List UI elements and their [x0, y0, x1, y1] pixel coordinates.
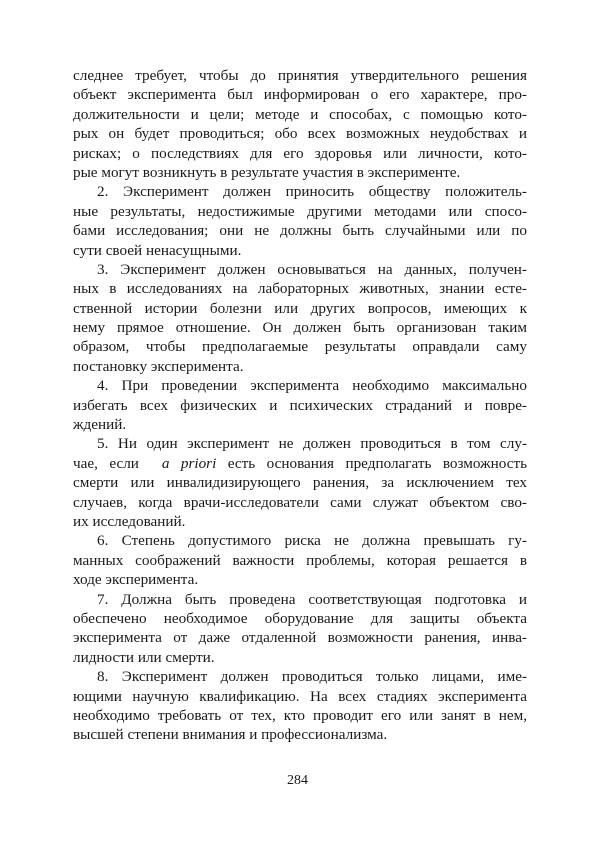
text-line: ходе эксперимента.: [73, 571, 199, 589]
page-body: [73, 66, 527, 745]
text-line: эксперимента от даже отдаленной возможности ранения, инва-: [73, 629, 527, 647]
text-line: бами исследования; они не должны быть случайными или по: [73, 222, 527, 240]
text-segment: чае, если: [73, 454, 139, 472]
text-line: следнее требует, чтобы до принятия утвердительного решения: [73, 67, 527, 84]
text-line: 4. При проведении эксперимента необходимо максимально: [97, 377, 527, 395]
text-line: ных в исследованиях на лабораторных животных, знании есте-: [73, 280, 527, 298]
text-line: ные результаты, недостижимые другими методами или спосо-: [73, 202, 527, 220]
text-line: 3. Эксперимент должен основываться на данных, получен-: [97, 260, 527, 278]
paragraph-2: [73, 182, 527, 260]
text-line: сути своей ненасущными.: [73, 241, 242, 259]
text-line: избегать всех физических и психических страданий и повре-: [73, 396, 527, 414]
text-line: 8. Эксперимент должен проводиться только лицами, име-: [97, 668, 527, 686]
text-line: рых он будет проводиться; обо всех возможных неудобствах и: [73, 125, 527, 143]
text-line: должительности и цели; методе и способах, с помощью кото-: [73, 105, 527, 123]
text-line: необходимо требовать от тех, кто проводит его или занят в нем,: [73, 706, 527, 724]
text-line: 7. Должна быть проведена соответствующая подготовка и: [97, 590, 527, 608]
paragraph-6: [73, 531, 527, 589]
text-line: объект эксперимента был информирован о его характере, про-: [73, 86, 527, 104]
text-line: 6. Степень допустимого риска не должна превышать гу-: [97, 532, 527, 550]
text-line: ющими научную квалификацию. На всех стадиях эксперимента: [73, 687, 527, 705]
text-line-with-italic: [73, 454, 527, 473]
text-line: 2. Эксперимент должен приносить обществу положитель-: [97, 183, 527, 201]
text-line: манных соображений важности проблемы, которая решается в: [73, 551, 527, 569]
paragraph-4: [73, 376, 527, 434]
text-line: смерти или инвалидизирующего ранения, за исключением тех: [73, 474, 527, 492]
paragraph-7: [73, 590, 527, 668]
italic-phrase: a priori: [161, 454, 217, 472]
text-line: их исследований.: [73, 512, 186, 530]
text-segment: есть основания предполагать возможность: [227, 454, 528, 472]
text-line: обеспечено необходимое оборудование для защиты объекта: [73, 609, 527, 627]
paragraph-8: [73, 667, 527, 745]
text-line: высшей степени внимания и профессионализма.: [73, 726, 388, 744]
text-line: 5. Ни один эксперимент не должен проводиться в том слу-: [97, 435, 527, 453]
text-line: ственной истории болезни или других вопросов, имеющих к: [73, 299, 527, 317]
text-line: нему прямое отношение. Он должен быть организован таким: [73, 319, 527, 337]
text-line: образом, чтобы предполагаемые результаты оправдали саму: [73, 338, 527, 356]
text-line: рые могут возникнуть в результате участия в эксперименте.: [73, 163, 461, 181]
paragraph-3: [73, 260, 527, 376]
text-line: рисках; о последствиях для его здоровья или личности, кото-: [73, 144, 527, 162]
paragraph-1: [73, 66, 527, 182]
text-line: случаев, когда врачи-исследователи сами служат объектом сво-: [73, 493, 527, 511]
text-line: лидности или смерти.: [73, 648, 215, 666]
paragraph-5: [73, 434, 527, 531]
page-number: 284: [287, 773, 308, 788]
text-line: ждений.: [73, 416, 127, 434]
text-line: постановку эксперимента.: [73, 357, 244, 375]
